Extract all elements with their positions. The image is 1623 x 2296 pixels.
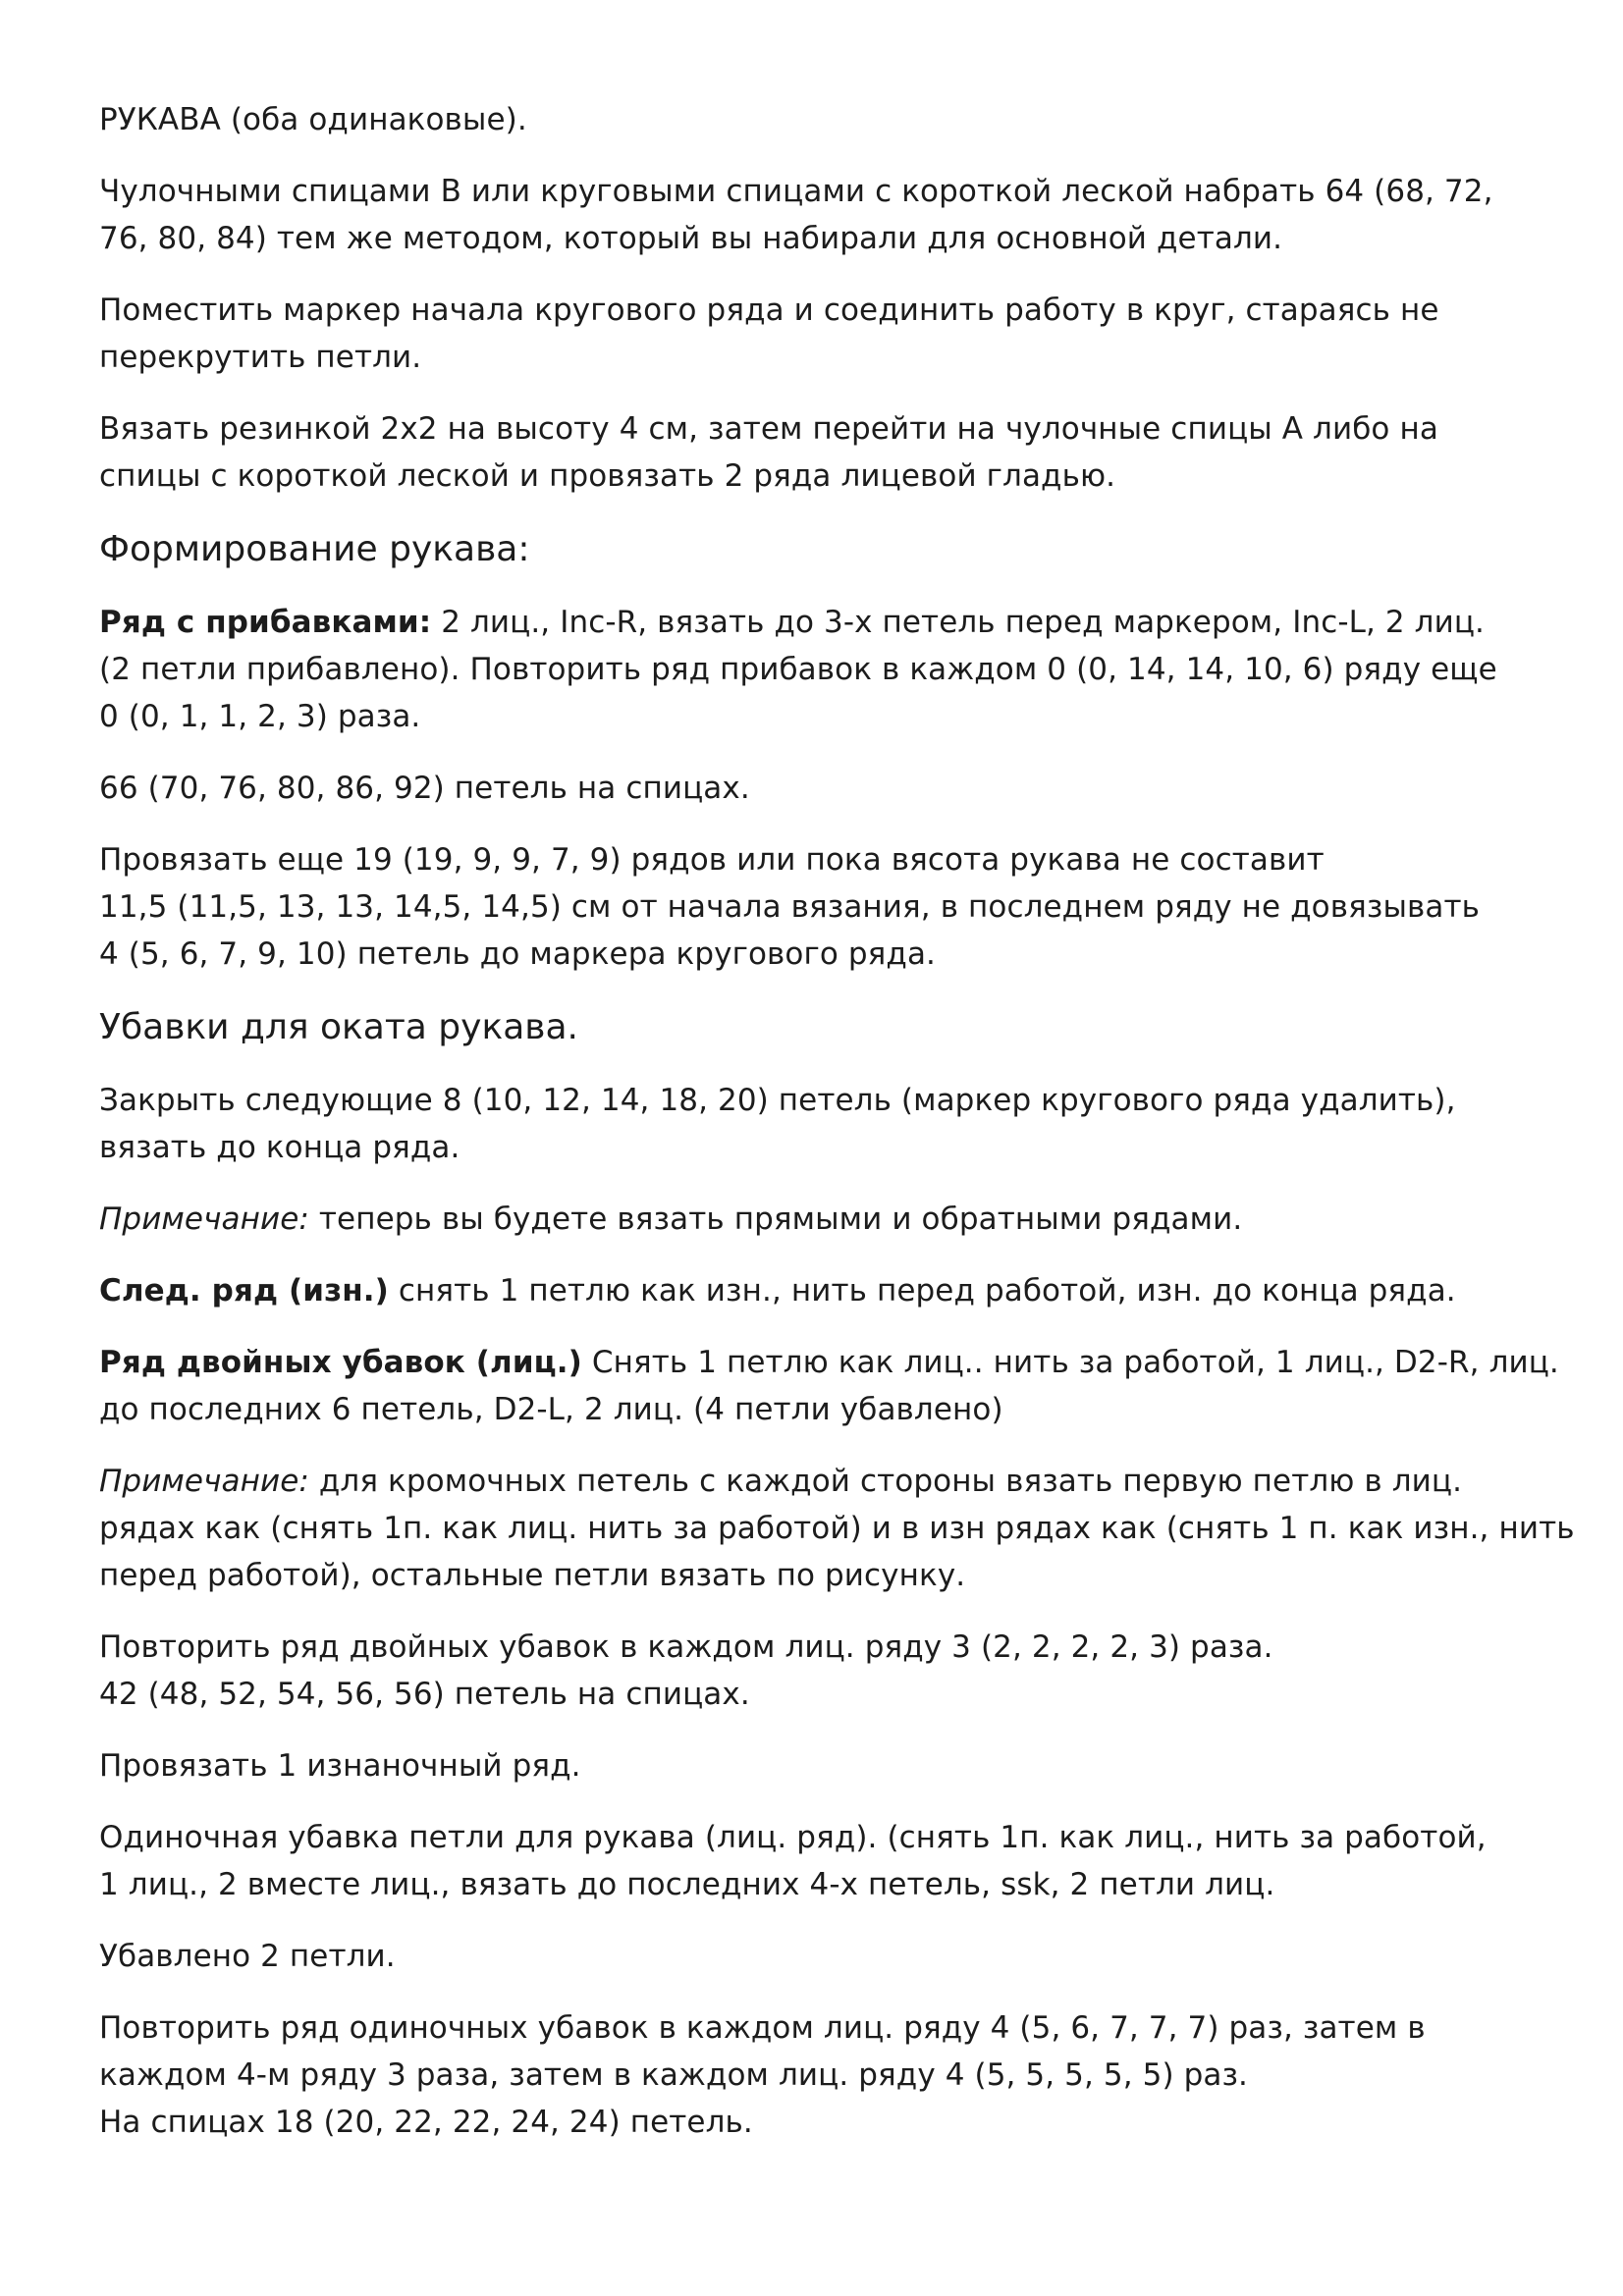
line-text: 11,5 (11,5, 13, 13, 14,5, 14,5) см от начала вязания, в последнем ряду не довязывать [99,889,1481,925]
text-line [99,1624,1552,1671]
paragraph [99,168,1552,262]
text-line [99,1505,1575,1552]
text-line [99,2099,1552,2146]
text-line [99,2004,1552,2052]
text-line [99,1124,1552,1171]
line-text: Убавлено 2 петли. [99,1939,396,1974]
text-line [99,646,1552,693]
text-line [99,836,1552,883]
text-line [99,1196,1552,1243]
line-text: вязать до конца ряда. [99,1130,460,1165]
text-line [99,405,1552,453]
line-text: рядах как (снять 1п. как лиц. нить за работой) и в изн рядах как (снять 1 п. как изн., нить [99,1511,1575,1546]
line-text: На спицах 18 (20, 22, 22, 24, 24) петель. [99,2105,753,2140]
text-line [99,334,1552,381]
line-text: 42 (48, 52, 54, 56, 56) петель на спицах. [99,1677,750,1712]
line-text: до последних 6 петель, D2-L, 2 лиц. (4 петли убавлено) [99,1392,1003,1427]
paragraph [99,1814,1552,1908]
paragraph [99,1077,1552,1171]
line-text: 0 (0, 1, 1, 2, 3) раза. [99,699,421,734]
text-line [99,883,1552,931]
line-text: каждом 4-м ряду 3 раза, затем в каждом лиц. ряду 4 (5, 5, 5, 5, 5) раз. [99,2057,1249,2093]
line-text: Одиночная убавка петли для рукава (лиц. ряд). (снять 1п. как лиц., нить за работой, [99,1820,1487,1855]
text-line [99,1458,1552,1505]
line-text: перед работой), остальные петли вязать по рисунку. [99,1558,966,1593]
paragraph [99,1339,1559,1433]
paragraph [99,405,1552,500]
paragraph [99,96,1552,143]
text-line [99,2052,1552,2099]
text-line [99,1339,1559,1386]
italic-note-label: Примечание: [99,1464,309,1499]
line-text: Закрыть следующие 8 (10, 12, 14, 18, 20) петель (маркер кругового ряда удалить), [99,1083,1456,1118]
line-text: Чулочными спицами В или круговыми спицами с короткой леской набрать 64 (68, 72, [99,174,1493,209]
paragraph [99,836,1552,978]
text-line [99,215,1552,262]
section-heading: Формирование рукава: [99,529,530,569]
text-line [99,693,1552,740]
line-text: Повторить ряд двойных убавок в каждом лиц. ряду 3 (2, 2, 2, 2, 3) раза. [99,1629,1273,1665]
paragraph [99,1458,1575,1599]
line-text: теперь вы будете вязать прямыми и обратными рядами. [308,1201,1243,1237]
line-text: Повторить ряд одиночных убавок в каждом лиц. ряду 4 (5, 6, 7, 7, 7) раз, затем в [99,2010,1426,2046]
line-text: Вязать резинкой 2х2 на высоту 4 см, затем перейти на чулочные спицы А либо на [99,411,1438,447]
line-text: (2 петли прибавлено). Повторить ряд прибавок в каждом 0 (0, 14, 14, 10, 6) ряду еще [99,652,1497,687]
paragraph [99,2004,1552,2146]
text-line [99,1814,1552,1861]
line-text: Поместить маркер начала кругового ряда и соединить работу в круг, стараясь не [99,293,1439,328]
line-text: Провязать еще 19 (19, 9, 9, 7, 9) рядов или пока вясота рукава не составит [99,842,1325,878]
bold-label: Ряд двойных убавок (лиц.) [99,1345,582,1380]
paragraph [99,765,1552,812]
line-text: снять 1 петлю как изн., нить перед работой, изн. до конца ряда. [388,1273,1456,1308]
line-text: спицы с короткой леской и провязать 2 ряда лицевой гладью. [99,458,1116,494]
text-line [99,1552,1552,1599]
line-text: Провязать 1 изнаночный ряд. [99,1748,581,1784]
paragraph [99,1933,1552,1980]
text-line [99,1267,1552,1314]
paragraph [99,1742,1552,1789]
line-text: 2 лиц., Inc-R, вязать до 3-х петель перед маркером, Inc-L, 2 лиц. [431,605,1485,640]
text-line [99,1386,1552,1433]
paragraph [99,599,1552,740]
line-text: РУКАВА (оба одинаковые). [99,102,527,137]
document-page [99,96,1575,2170]
text-line [99,96,1552,143]
text-line [99,599,1552,646]
bold-label: След. ряд (изн.) [99,1273,389,1308]
paragraph [99,287,1552,381]
text-line [99,287,1552,334]
paragraph [99,1196,1552,1243]
text-line [99,765,1552,812]
line-text: Снять 1 петлю как лиц.. нить за работой, 1 лиц., D2-R, лиц. [581,1345,1559,1380]
line-text: 76, 80, 84) тем же методом, который вы набирали для основной детали. [99,221,1283,256]
line-text: для кромочных петель с каждой стороны вязать первую петлю в лиц. [308,1464,1463,1499]
text-line [99,453,1552,500]
line-text: 4 (5, 6, 7, 9, 10) петель до маркера кругового ряда. [99,936,936,972]
text-line [99,1933,1552,1980]
line-text: перекрутить петли. [99,340,422,375]
paragraph [99,1267,1552,1314]
text-line [99,1671,1552,1718]
text-line [99,931,1552,978]
bold-label: Ряд с прибавками: [99,605,432,640]
line-text: 66 (70, 76, 80, 86, 92) петель на спицах. [99,771,750,806]
text-line [99,168,1552,215]
text-line [99,1861,1552,1908]
text-line [99,1742,1552,1789]
text-line [99,1077,1552,1124]
italic-note-label: Примечание: [99,1201,309,1237]
section-heading: Убавки для оката рукава. [99,1007,578,1047]
line-text: 1 лиц., 2 вместе лиц., вязать до последних 4-х петель, ssk, 2 петли лиц. [99,1867,1275,1902]
paragraph [99,1624,1552,1718]
